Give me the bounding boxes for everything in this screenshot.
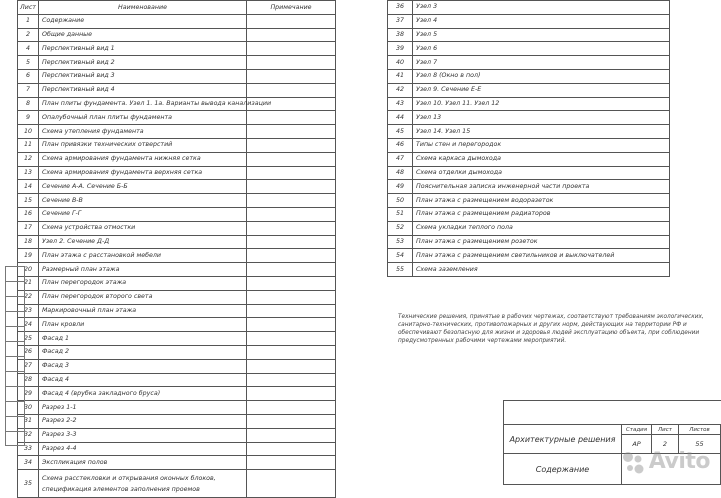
stamp-sheet-title: Содержание bbox=[504, 454, 622, 485]
row-note bbox=[247, 470, 336, 498]
row-number: 45 bbox=[388, 125, 413, 139]
row-note bbox=[247, 345, 336, 359]
table-row bbox=[388, 221, 670, 235]
row-number: 48 bbox=[388, 166, 413, 180]
table-row bbox=[18, 97, 336, 111]
table-row bbox=[18, 166, 336, 180]
row-note bbox=[247, 152, 336, 166]
sheet-value: 2 bbox=[652, 435, 679, 454]
row-title: Узел 8 (Окно в пол) bbox=[413, 69, 670, 83]
row-note bbox=[247, 359, 336, 373]
row-note bbox=[247, 276, 336, 290]
table-row bbox=[18, 194, 336, 208]
table-row bbox=[18, 28, 336, 42]
table-row bbox=[18, 456, 336, 470]
table-row bbox=[18, 221, 336, 235]
row-note bbox=[247, 442, 336, 456]
table-row bbox=[18, 276, 336, 290]
row-number: 39 bbox=[388, 42, 413, 56]
row-number: 1 bbox=[18, 14, 39, 28]
row-title: Разрез 4-4 bbox=[39, 442, 247, 456]
row-number: 7 bbox=[18, 83, 39, 97]
row-number: 29 bbox=[18, 387, 39, 401]
table-row bbox=[18, 125, 336, 139]
row-note bbox=[247, 56, 336, 70]
row-number: 49 bbox=[388, 180, 413, 194]
row-number: 17 bbox=[18, 221, 39, 235]
table-row bbox=[388, 28, 670, 42]
table-row bbox=[18, 373, 336, 387]
table-row bbox=[388, 263, 670, 277]
table-row bbox=[18, 235, 336, 249]
row-number: 15 bbox=[18, 194, 39, 208]
table-row bbox=[18, 442, 336, 456]
row-title: План плиты фундамента. Узел 1. 1а. Варианты вывода канализации bbox=[39, 97, 247, 111]
table-row bbox=[18, 428, 336, 442]
row-title: Узел 2. Сечение Д-Д bbox=[39, 235, 247, 249]
row-number: 18 bbox=[18, 235, 39, 249]
row-note bbox=[247, 249, 336, 263]
row-note bbox=[247, 221, 336, 235]
table-row bbox=[388, 125, 670, 139]
row-title: Типы стен и перегородок bbox=[413, 138, 670, 152]
row-number: 23 bbox=[18, 304, 39, 318]
row-note bbox=[247, 263, 336, 277]
table-row bbox=[388, 152, 670, 166]
table-row bbox=[18, 401, 336, 415]
row-note bbox=[247, 235, 336, 249]
row-title-line-1: Схема расстекловки и открывания оконных блоков, bbox=[42, 474, 216, 482]
note-line-3: обеспечивают безопасную для жизни и здоровья людей эксплуатацию объекта, при соблюдении bbox=[398, 330, 700, 336]
row-number: 42 bbox=[388, 83, 413, 97]
row-number: 26 bbox=[18, 345, 39, 359]
row-title: Узел 13 bbox=[413, 111, 670, 125]
row-note bbox=[247, 166, 336, 180]
note-line-2: санитарно-технических, противопожарных и других норм, действующих на территории РФ и bbox=[398, 322, 687, 328]
row-number: 54 bbox=[388, 249, 413, 263]
row-title: Схема утепления фундамента bbox=[39, 125, 247, 139]
row-number: 4 bbox=[18, 42, 39, 56]
row-number: 16 bbox=[18, 207, 39, 221]
row-number: 37 bbox=[388, 14, 413, 28]
row-title bbox=[39, 470, 247, 498]
row-number: 22 bbox=[18, 290, 39, 304]
row-title: Фасад 3 bbox=[39, 359, 247, 373]
row-title: Узел 3 bbox=[413, 1, 670, 15]
table-row bbox=[18, 359, 336, 373]
row-number: 8 bbox=[18, 97, 39, 111]
table-row bbox=[388, 69, 670, 83]
row-title: Опалубочный план плиты фундамента bbox=[39, 111, 247, 125]
row-note bbox=[247, 428, 336, 442]
row-note bbox=[247, 28, 336, 42]
row-number: 13 bbox=[18, 166, 39, 180]
row-number: 55 bbox=[388, 263, 413, 277]
avito-watermark bbox=[620, 449, 710, 475]
table-row bbox=[18, 263, 336, 277]
row-note bbox=[247, 42, 336, 56]
row-title: Схема армирования фундамента верхняя сетка bbox=[39, 166, 247, 180]
row-title: Узел 5 bbox=[413, 28, 670, 42]
stage-value: АР bbox=[622, 435, 652, 454]
table-row bbox=[18, 304, 336, 318]
row-number: 11 bbox=[18, 138, 39, 152]
row-number: 12 bbox=[18, 152, 39, 166]
table-row bbox=[388, 83, 670, 97]
sheets-label: Листов bbox=[679, 425, 721, 435]
row-title: Пояснительная записка инженерной части проекта bbox=[413, 180, 670, 194]
row-note bbox=[247, 83, 336, 97]
row-number: 33 bbox=[18, 442, 39, 456]
row-title: Узел 4 bbox=[413, 14, 670, 28]
table-row bbox=[18, 69, 336, 83]
table-row bbox=[18, 180, 336, 194]
row-number: 25 bbox=[18, 332, 39, 346]
row-title: Перспективный вид 2 bbox=[39, 56, 247, 70]
row-note bbox=[247, 414, 336, 428]
row-number: 43 bbox=[388, 97, 413, 111]
row-title: Схема укладки теплого пола bbox=[413, 221, 670, 235]
table-row bbox=[388, 14, 670, 28]
row-title: План этажа с размещением водоразеток bbox=[413, 194, 670, 208]
table-row bbox=[388, 1, 670, 15]
table-row bbox=[18, 56, 336, 70]
row-title: План этажа с размещением светильников и выключателей bbox=[413, 249, 670, 263]
table-row bbox=[18, 42, 336, 56]
row-title: Фасад 4 (врубка закладного бруса) bbox=[39, 387, 247, 401]
row-note bbox=[247, 194, 336, 208]
row-title: Сечение В-В bbox=[39, 194, 247, 208]
row-title: Сечение Г-Г bbox=[39, 207, 247, 221]
sheet-label: Лист bbox=[652, 425, 679, 435]
row-note bbox=[247, 290, 336, 304]
row-number: 10 bbox=[18, 125, 39, 139]
header-note: Примечание bbox=[247, 1, 336, 15]
row-note bbox=[247, 125, 336, 139]
row-title: Схема отделки дымохода bbox=[413, 166, 670, 180]
row-title: Узел 14. Узел 15 bbox=[413, 125, 670, 139]
row-number: 40 bbox=[388, 56, 413, 70]
row-title: Узел 6 bbox=[413, 42, 670, 56]
table-row bbox=[388, 194, 670, 208]
table-row bbox=[388, 207, 670, 221]
stamp-title: Архитектурные решения bbox=[504, 425, 622, 454]
row-title: Схема устройства отмостки bbox=[39, 221, 247, 235]
note-line-4: предусмотренных рабочими чертежами мероприятий. bbox=[398, 338, 567, 344]
row-note bbox=[247, 318, 336, 332]
right-register-table bbox=[387, 0, 670, 277]
row-number: 20 bbox=[18, 263, 39, 277]
row-title: План этажа с размещением радиаторов bbox=[413, 207, 670, 221]
row-note bbox=[247, 138, 336, 152]
row-number: 53 bbox=[388, 235, 413, 249]
row-number: 44 bbox=[388, 111, 413, 125]
row-note bbox=[247, 14, 336, 28]
table-row bbox=[388, 56, 670, 70]
watermark-text: Avito bbox=[648, 449, 710, 474]
row-number: 32 bbox=[18, 428, 39, 442]
row-number: 34 bbox=[18, 456, 39, 470]
row-title: Узел 9. Сечение Е-Е bbox=[413, 83, 670, 97]
left-table-header bbox=[18, 1, 336, 15]
row-note bbox=[247, 304, 336, 318]
row-title: Узел 10. Узел 11. Узел 12 bbox=[413, 97, 670, 111]
row-number: 2 bbox=[18, 28, 39, 42]
row-note bbox=[247, 456, 336, 470]
row-number: 6 bbox=[18, 69, 39, 83]
row-title: План кровли bbox=[39, 318, 247, 332]
row-number: 47 bbox=[388, 152, 413, 166]
row-note bbox=[247, 207, 336, 221]
row-title: План перегородок этажа bbox=[39, 276, 247, 290]
row-number: 24 bbox=[18, 318, 39, 332]
row-number: 5 bbox=[18, 56, 39, 70]
table-row bbox=[388, 42, 670, 56]
row-number: 36 bbox=[388, 1, 413, 15]
table-row bbox=[18, 318, 336, 332]
table-row bbox=[18, 470, 336, 498]
avito-logo-icon bbox=[620, 449, 646, 475]
row-number: 21 bbox=[18, 276, 39, 290]
side-binding-strip bbox=[5, 266, 27, 454]
row-title: Схема армирования фундамента нижняя сетка bbox=[39, 152, 247, 166]
row-title: Фасад 2 bbox=[39, 345, 247, 359]
table-row bbox=[388, 138, 670, 152]
row-title: Перспективный вид 4 bbox=[39, 83, 247, 97]
row-number: 50 bbox=[388, 194, 413, 208]
row-number: 46 bbox=[388, 138, 413, 152]
header-sheet: Лист bbox=[18, 1, 39, 15]
row-title: Разрез 3-3 bbox=[39, 428, 247, 442]
stage-label: Стадия bbox=[622, 425, 652, 435]
row-title: План привязки технических отверстий bbox=[39, 138, 247, 152]
row-title: Размерный план этажа bbox=[39, 263, 247, 277]
sheets-value: 55 bbox=[679, 435, 721, 454]
row-note bbox=[247, 111, 336, 125]
row-title: Фасад 1 bbox=[39, 332, 247, 346]
row-title: Экспликация полов bbox=[39, 456, 247, 470]
row-number: 38 bbox=[388, 28, 413, 42]
table-row bbox=[388, 111, 670, 125]
row-title: Содержание bbox=[39, 14, 247, 28]
table-row bbox=[18, 83, 336, 97]
table-row bbox=[18, 345, 336, 359]
row-number: 30 bbox=[18, 401, 39, 415]
left-register-table bbox=[17, 0, 336, 498]
row-note bbox=[247, 180, 336, 194]
row-title: Разрез 1-1 bbox=[39, 401, 247, 415]
table-row bbox=[18, 332, 336, 346]
note-line-1: Технические решения, принятые в рабочих чертежах, соответствуют требованиям экологических, bbox=[398, 314, 704, 320]
row-title: План этажа с расстановкой мебели bbox=[39, 249, 247, 263]
row-number: 27 bbox=[18, 359, 39, 373]
row-number: 31 bbox=[18, 414, 39, 428]
technical-note bbox=[398, 313, 708, 345]
table-row bbox=[18, 290, 336, 304]
table-row bbox=[18, 14, 336, 28]
row-title: Схема каркаса дымохода bbox=[413, 152, 670, 166]
row-number: 35 bbox=[18, 470, 39, 498]
table-row bbox=[18, 387, 336, 401]
row-number: 41 bbox=[388, 69, 413, 83]
table-row bbox=[18, 414, 336, 428]
table-row bbox=[388, 235, 670, 249]
row-note bbox=[247, 387, 336, 401]
row-title: Схема заземления bbox=[413, 263, 670, 277]
row-note bbox=[247, 401, 336, 415]
right-sheet-border bbox=[669, 0, 670, 272]
row-title: Узел 7 bbox=[413, 56, 670, 70]
table-row bbox=[18, 111, 336, 125]
table-row bbox=[388, 166, 670, 180]
table-row bbox=[18, 138, 336, 152]
row-title: Перспективный вид 1 bbox=[39, 42, 247, 56]
row-note bbox=[247, 332, 336, 346]
row-number: 51 bbox=[388, 207, 413, 221]
table-row bbox=[18, 152, 336, 166]
row-title: План этажа с размещением розеток bbox=[413, 235, 670, 249]
row-title: Фасад 4 bbox=[39, 373, 247, 387]
row-note bbox=[247, 69, 336, 83]
row-number: 9 bbox=[18, 111, 39, 125]
header-name: Наименование bbox=[39, 1, 247, 15]
row-title-line-2: спецификация элементов заполнения проемов bbox=[42, 485, 200, 493]
row-title: План перегородок второго света bbox=[39, 290, 247, 304]
row-title: Маркировочный план этажа bbox=[39, 304, 247, 318]
row-note bbox=[247, 373, 336, 387]
table-row bbox=[388, 249, 670, 263]
row-title: Разрез 2-2 bbox=[39, 414, 247, 428]
table-row bbox=[18, 207, 336, 221]
row-number: 19 bbox=[18, 249, 39, 263]
row-title: Общие данные bbox=[39, 28, 247, 42]
row-title: Перспективный вид 3 bbox=[39, 69, 247, 83]
row-number: 14 bbox=[18, 180, 39, 194]
table-row bbox=[18, 249, 336, 263]
row-number: 28 bbox=[18, 373, 39, 387]
table-row bbox=[388, 97, 670, 111]
row-title: Сечение А-А. Сечение Б-Б bbox=[39, 180, 247, 194]
table-row bbox=[388, 180, 670, 194]
row-number: 52 bbox=[388, 221, 413, 235]
